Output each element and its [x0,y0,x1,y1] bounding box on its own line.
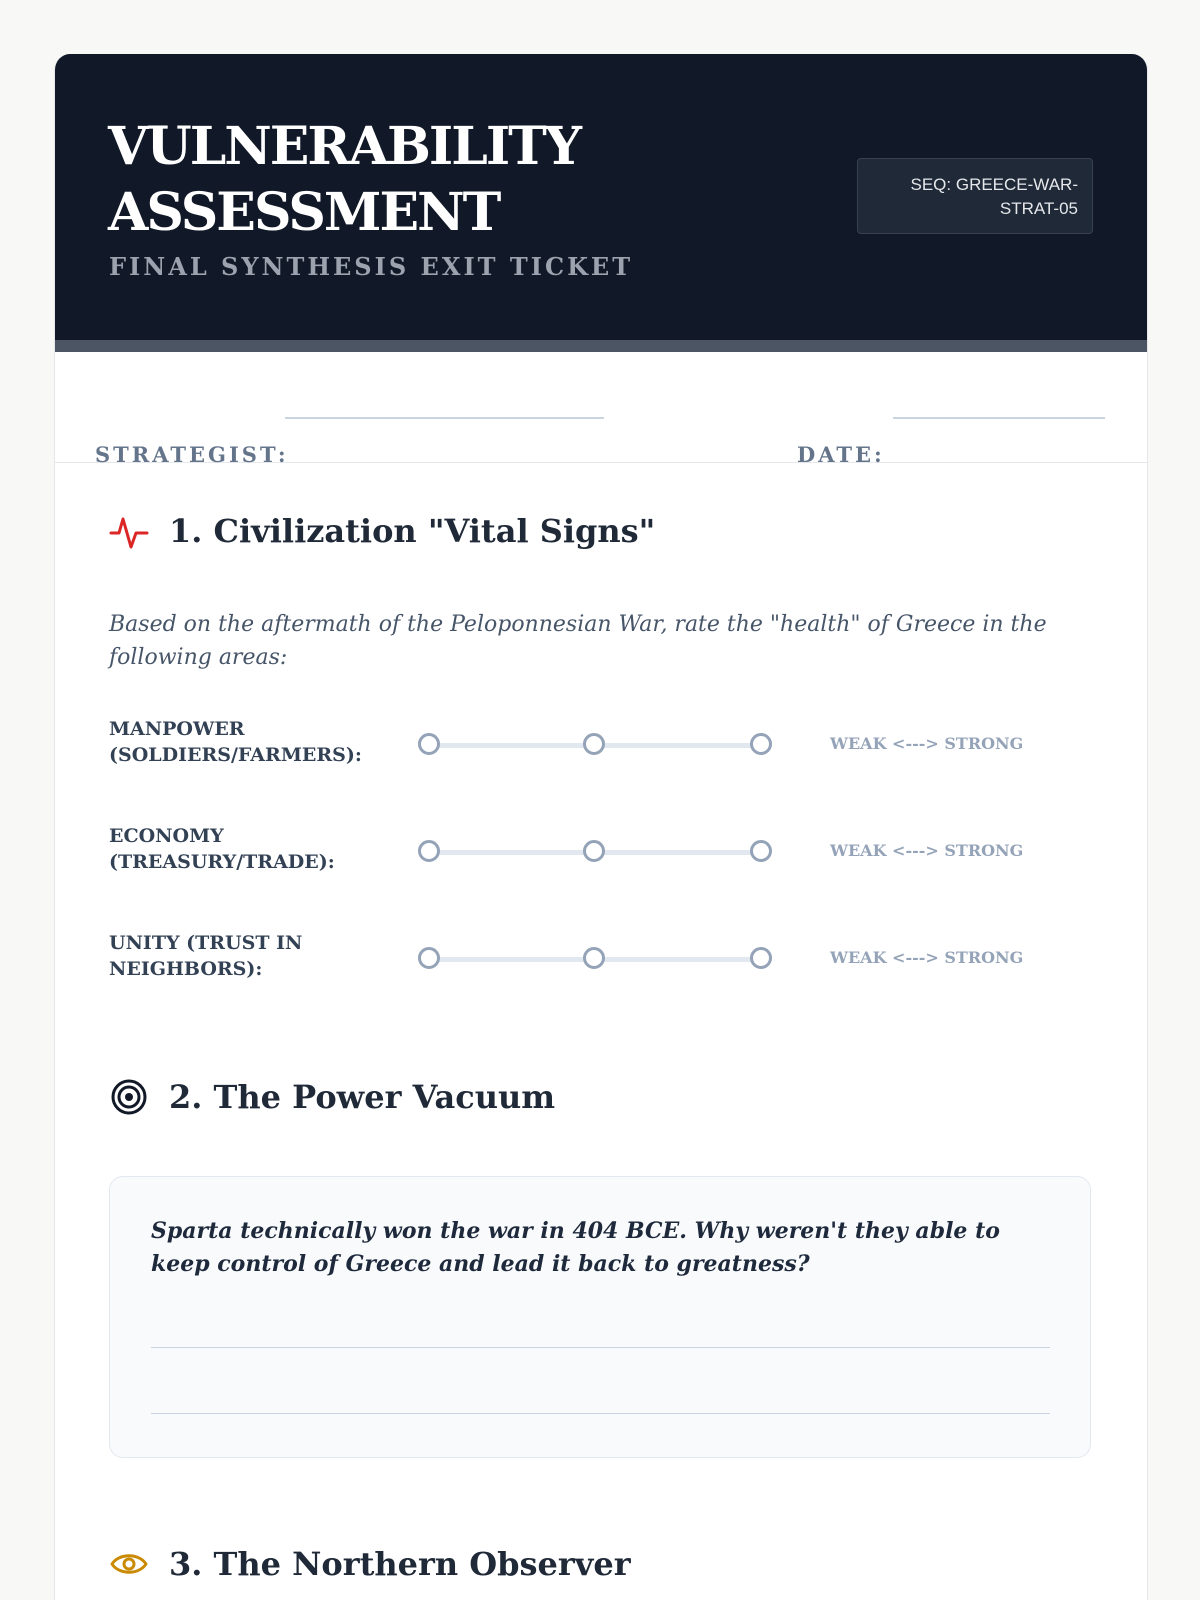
rating-label: ECONOMY (TREASURY/TRADE): [109,825,335,873]
eye-icon [109,1544,149,1584]
answer-line[interactable] [151,1347,1050,1348]
question-prompt: Sparta technically won the war in 404 BCE. Why weren't they able to keep control of Greece and lead it back to greatness? [151,1218,1000,1277]
header-banner [55,54,1147,340]
answer-line[interactable] [151,1413,1050,1414]
rating-option-strong[interactable] [750,733,772,755]
target-icon [109,1077,149,1117]
rating-option-medium[interactable] [583,840,605,862]
section-3-title: 3. The Northern Observer [169,1545,631,1583]
section-power-vacuum-heading [109,1077,555,1117]
header-accent-bar [55,340,1147,352]
section-1-intro: Based on the aftermath of the Peloponnesian War, rate the "health" of Greece in the following areas: [109,612,1047,670]
section-northern-observer-heading [109,1544,631,1584]
title-line-1: VULNERABILITY [108,116,580,177]
section-1-title: 1. Civilization "Vital Signs" [169,512,656,550]
section-2-title: 2. The Power Vacuum [169,1078,556,1116]
date-label: DATE: [797,442,885,467]
page-title [108,114,668,246]
rating-option-weak[interactable] [418,840,440,862]
rating-scale-label: WEAK <---> STRONG [830,948,1024,967]
rating-option-strong[interactable] [750,840,772,862]
rating-row-manpower [109,716,1089,776]
page-subtitle: FINAL SYNTHESIS EXIT TICKET [109,252,634,281]
title-line-2: ASSESSMENT [108,182,500,243]
rating-scale-label: WEAK <---> STRONG [830,734,1024,753]
pulse-icon [109,511,149,551]
rating-scale-label: WEAK <---> STRONG [830,841,1024,860]
date-field[interactable] [893,417,1105,419]
rating-option-medium[interactable] [583,947,605,969]
strategist-field[interactable] [285,417,604,419]
rating-option-weak[interactable] [418,733,440,755]
rating-label: UNITY (TRUST IN NEIGHBORS): [109,932,303,980]
question-box [109,1176,1091,1458]
rating-row-economy [109,823,1089,883]
strategist-label: STRATEGIST: [95,442,289,467]
sequence-badge: SEQ: GREECE-WAR-STRAT-05 [857,158,1093,234]
rating-row-unity [109,930,1089,990]
rating-label: MANPOWER (SOLDIERS/FARMERS): [109,718,362,766]
rating-option-medium[interactable] [583,733,605,755]
exit-ticket-card [54,54,1148,1600]
section-vital-signs-heading [109,511,655,551]
rating-option-strong[interactable] [750,947,772,969]
rating-option-weak[interactable] [418,947,440,969]
